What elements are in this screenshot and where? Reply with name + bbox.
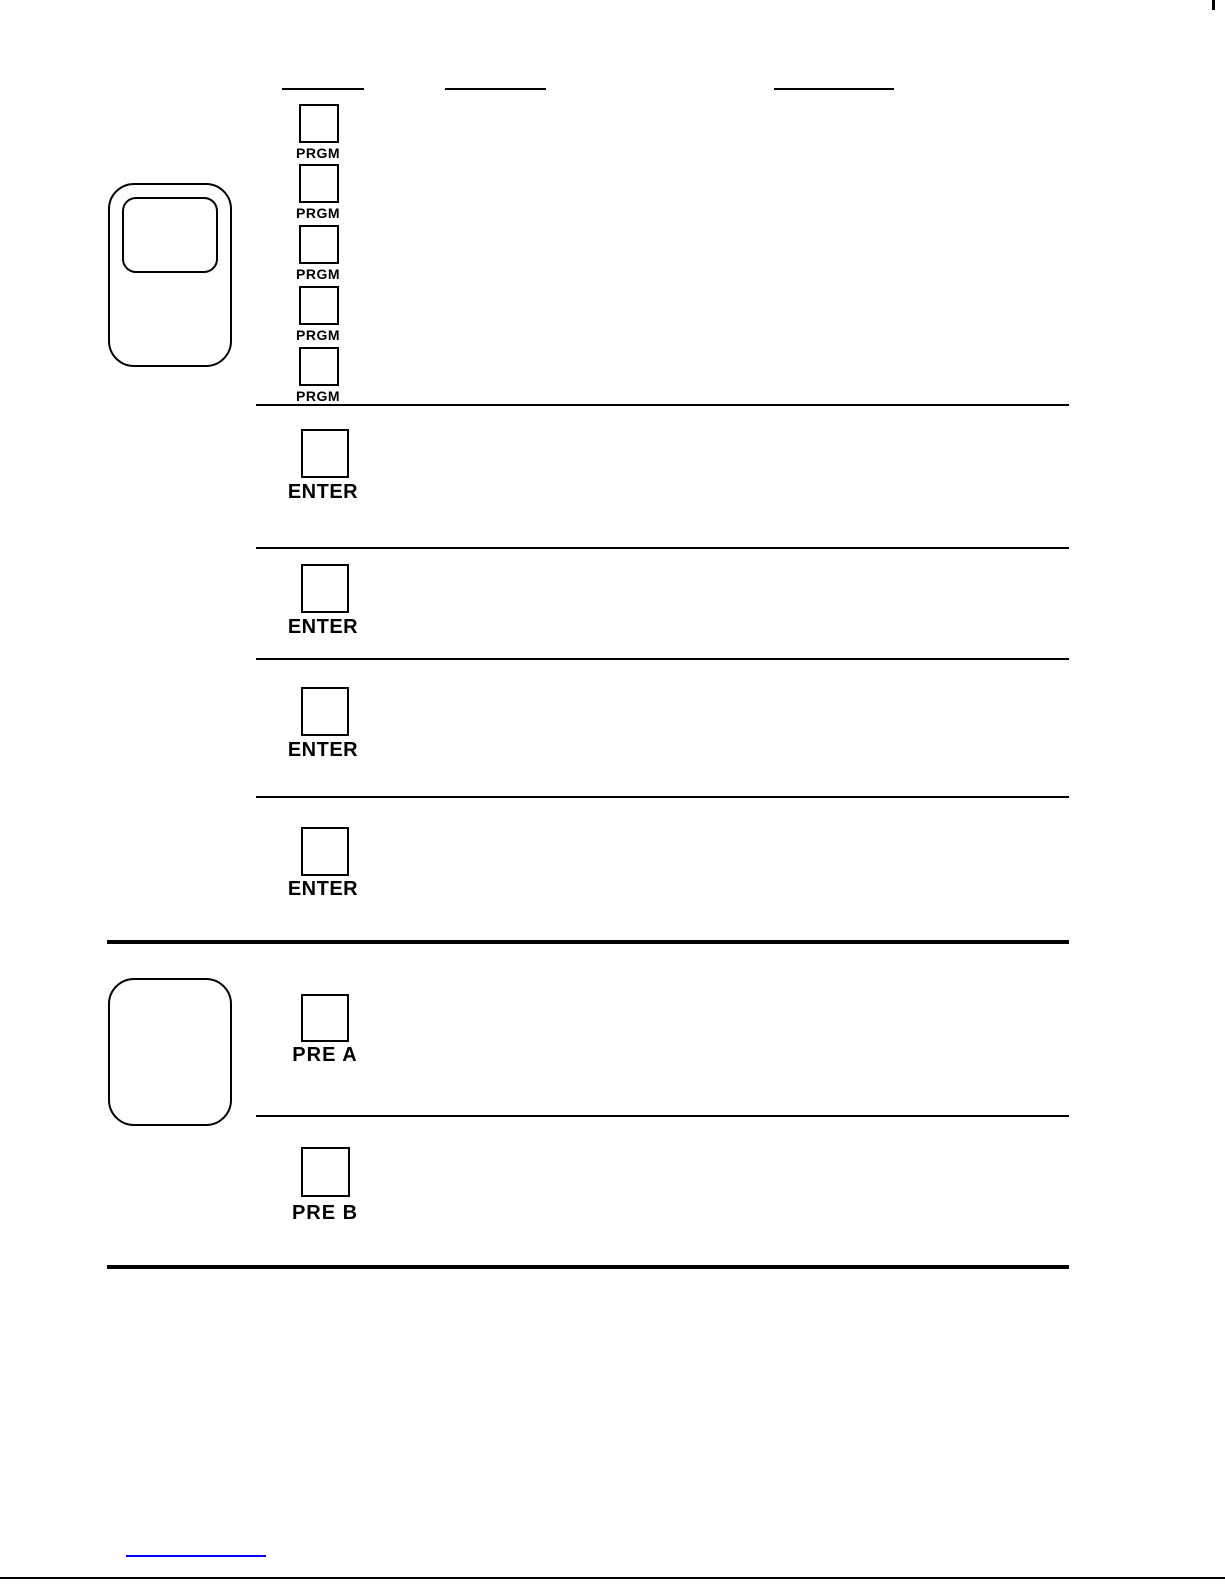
enter-key-label: ENTER	[287, 878, 359, 900]
enter-key-label: ENTER	[287, 739, 359, 761]
row-divider	[256, 404, 1069, 406]
prgm-key-label: PRGM	[296, 327, 340, 343]
prgm-key-label: PRGM	[296, 145, 340, 161]
section-divider	[107, 1265, 1069, 1269]
enter-key-1	[301, 429, 349, 478]
section-divider	[107, 940, 1069, 944]
prgm-key-2	[299, 164, 339, 203]
enter-key-label: ENTER	[287, 481, 359, 503]
enter-key-label: ENTER	[287, 616, 359, 638]
pre-a-key	[301, 994, 349, 1042]
page-edge-mark	[1212, 0, 1215, 10]
prgm-key-4	[299, 286, 339, 325]
remote-screen-icon	[122, 197, 218, 273]
prgm-key-label: PRGM	[296, 205, 340, 221]
footer-link[interactable]	[126, 1555, 266, 1557]
prgm-key-1	[299, 104, 339, 143]
prgm-key-5	[299, 347, 339, 386]
column-heading-underline-2	[445, 88, 546, 90]
pre-a-key-label: PRE A	[292, 1044, 358, 1066]
page-bottom-edge	[0, 1577, 1225, 1579]
column-heading-underline-3	[774, 88, 894, 90]
enter-key-2	[301, 564, 349, 613]
row-divider	[256, 796, 1069, 798]
row-divider	[256, 658, 1069, 660]
column-heading-underline-1	[282, 88, 364, 90]
remote-display-icon	[108, 183, 232, 367]
remote-outline-icon	[108, 978, 232, 1126]
pre-b-key	[301, 1147, 350, 1197]
enter-key-4	[301, 827, 349, 876]
prgm-key-3	[299, 225, 339, 264]
enter-key-3	[301, 687, 349, 736]
prgm-key-label: PRGM	[296, 266, 340, 282]
row-divider	[256, 547, 1069, 549]
prgm-key-label: PRGM	[296, 388, 340, 404]
row-divider	[256, 1115, 1069, 1117]
pre-b-key-label: PRE B	[291, 1202, 359, 1224]
